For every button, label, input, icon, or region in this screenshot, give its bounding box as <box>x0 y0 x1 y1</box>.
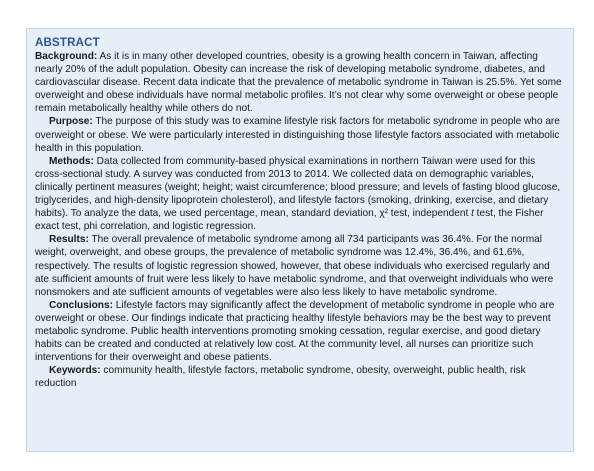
conclusions-label: Conclusions: <box>49 299 113 311</box>
methods-label: Methods: <box>49 155 94 167</box>
background-label: Background: <box>35 51 98 62</box>
methods-text-after: test, the Fisher exact test, phi correlation, and logistic regression. <box>35 208 544 233</box>
methods-paragraph <box>35 155 565 234</box>
abstract-heading: ABSTRACT <box>35 37 100 49</box>
results-paragraph <box>35 233 565 298</box>
abstract-box <box>26 28 574 452</box>
results-text: The overall prevalence of metabolic syndrome among all 734 participants was 36.4%. For the normal weight, overweight, and obese groups, the prevalence of metabolic syndrome was 12.4%, 36.4%, and 61.6%, respectively. The results of logistic regression showed, however, that obese individuals who exercised regularly and ate sufficient amounts of fruit were less likely to have metabolic syndrome, and that overweight individuals who were nonsmokers and ate sufficient amounts of vegetables were also less likely to have metabolic syndrome. <box>35 234 554 298</box>
conclusions-text: Lifestyle factors may significantly affect the development of metabolic syndrome in people who are overweight or obese. Our findings indicate that practicing healthy lifestyle behaviors may be the best way to prevent metabolic syndrome. Public health interventions promoting smoking cessation, regular exercise, and good dietary habits can be created and conducted at relatively low cost. At the community level, all nurses can prioritize such interventions for their overweight and obese patients. <box>35 299 555 364</box>
methods-text-before: Data collected from community-based physical examinations in northern Taiwan were used for this cross-sectional study. A survey was conducted from 2013 to 2014. We collected data on demographic variables, clinically pertinent measures (weight; height; waist circumference; blood pressure; and levels of fasting blood glucose, triglycerides, and high-density lipoprotein cholesterol), and lifestyle factors (smoking, drinking, exercise, and dietary habits). To analyze the data, we used percentage, mean, standard deviation, χ² test, independent <box>35 155 561 220</box>
methods-t-italic: t <box>471 208 474 220</box>
background-text: As it is in many other developed countries, obesity is a growing health concern in Taiwan, affecting nearly 20% of the adult population. Obesity can increase the risk of developing metabolic syndrome, diabetes, and cardiovascular disease. Recent data indicate that the prevalence of metabolic syndrome in Taiwan is 25.5%. Yet some overweight and obese individuals have normal metabolic profiles. It’s not clear why some overweight or obese people remain metabolically healthy while others do not. <box>35 51 562 115</box>
background-paragraph <box>35 50 565 115</box>
purpose-label: Purpose: <box>49 116 93 128</box>
keywords-paragraph <box>35 364 565 390</box>
results-label: Results: <box>49 234 89 246</box>
keywords-label: Keywords: <box>49 365 101 377</box>
conclusions-paragraph <box>35 299 565 364</box>
keywords-text: community health, lifestyle factors, metabolic syndrome, obesity, overweight, public health, risk reduction <box>35 365 526 390</box>
purpose-paragraph <box>35 115 565 154</box>
purpose-text: The purpose of this study was to examine lifestyle risk factors for metabolic syndrome in people who are overweight or obese. We were particularly interested in distinguishing those lifestyle factors associated with metabolic health in this population. <box>35 116 560 154</box>
